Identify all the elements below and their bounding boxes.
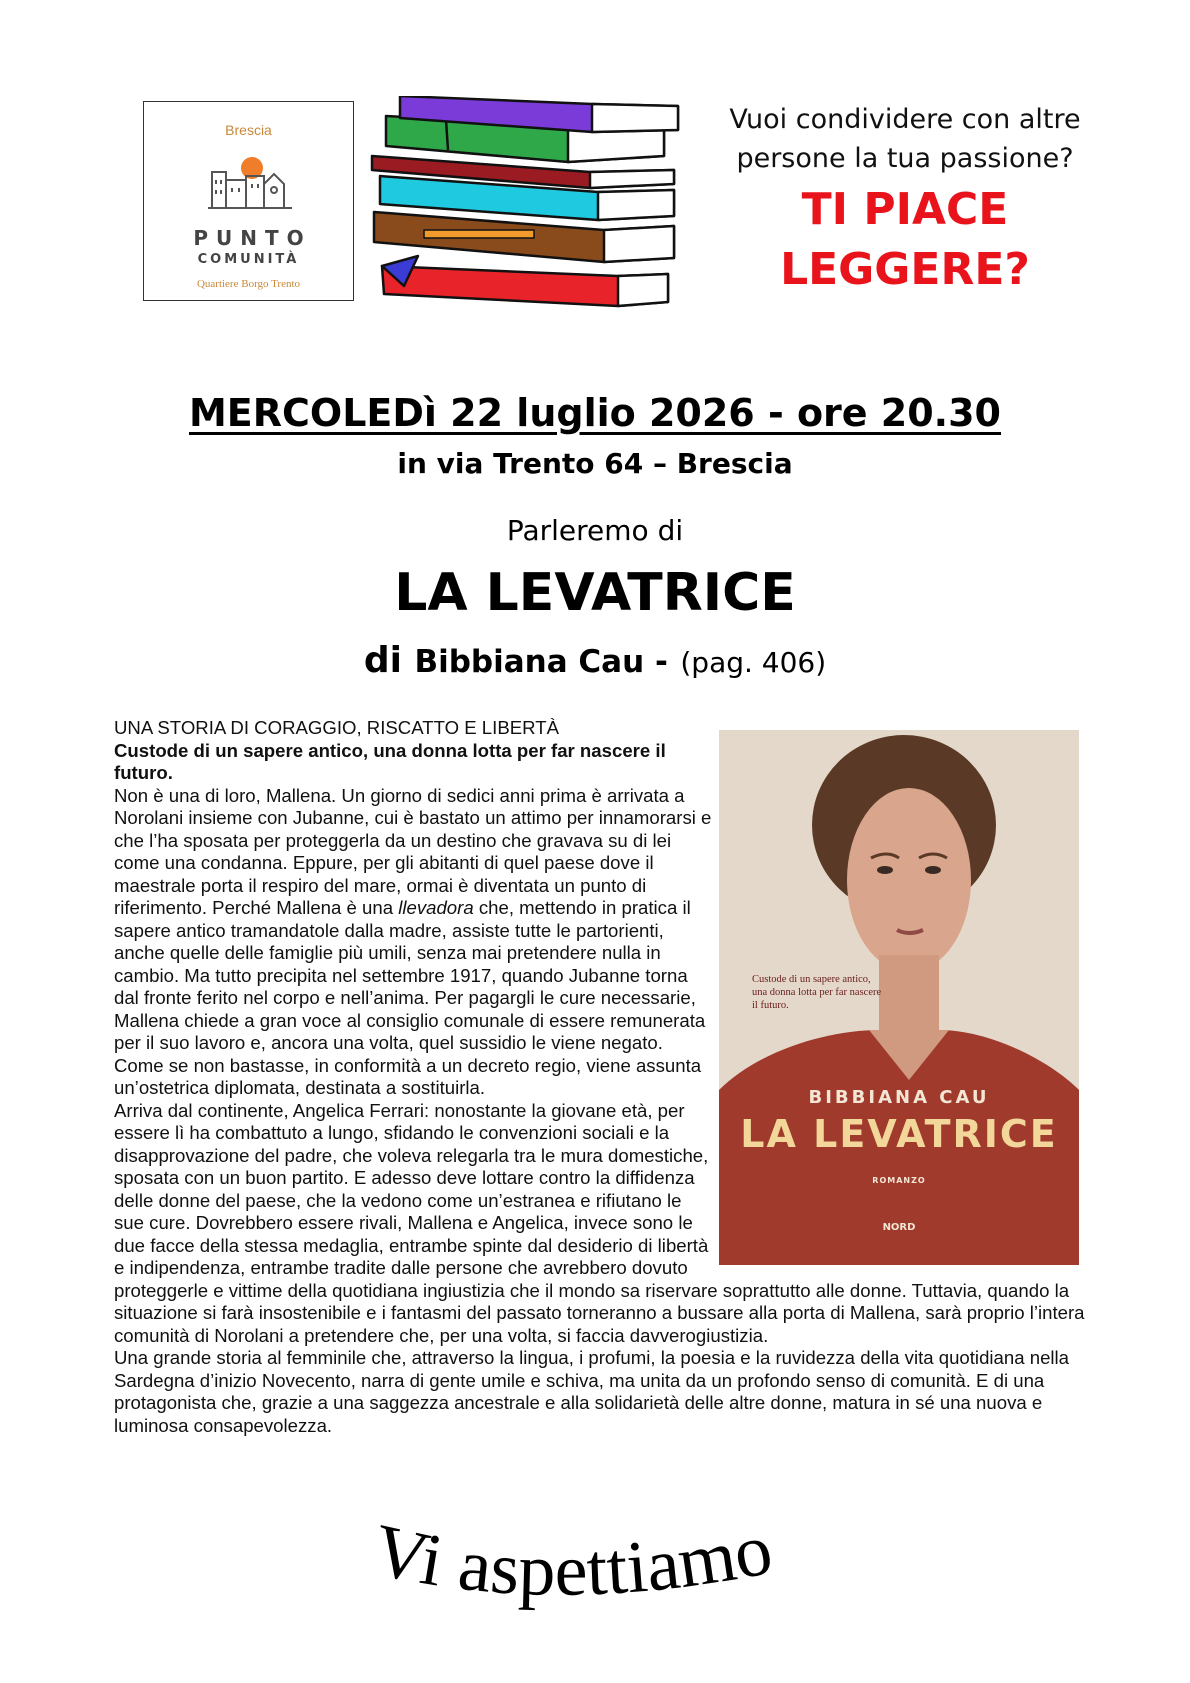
event-address: in via Trento 64 – Brescia [397,447,793,480]
stacked-books-illustration [368,96,708,311]
headline [720,180,1090,300]
author-line [0,640,1190,681]
event-date: MERCOLEDì 22 luglio 2026 - ore 20.30 [188,391,1001,435]
description-subtitle: Custode di un sapere antico, una donna lotta per far nascere il futuro. [114,739,666,783]
description-paragraph-1: Non è una di loro, Mallena. Un giorno di sedici anni prima è arrivata a Norolani insieme con Jubanne, cui è bastato un attimo per innamorarsi e che l’ha sposata per proteggerla da un destino che gravava su di lei come una condanna. Eppure, per gli abitanti di quel paese dove il maestrale porta il respiro del mare, ormai è diventata un punto di riferimento. Perché Mallena è una llevadora che, mettendo in pratica il sapere antico tramandatole dalla madre, assiste tutte le partorienti, anche quelle delle famiglie più umili, senza mai pretendere nulla in cambio. Ma tutto precipita nel settembre 1917, quando Jubanne torna dal fronte ferito nel corpo e nell’anima. Per pagargli le cure necessarie, Mallena chiede a gran voce al consiglio comunale di essere remunerata per il suo lavoro e, ancora una volta, quel sussidio le viene negato. Come se non bastasse, in conformità a un decreto regio, viene assunta un’ostetrica diplomata, destinata a sostituirla. [114,784,712,1098]
event-intro: Parleremo di [506,514,684,547]
logo-quartiere: Quartiere Borgo Trento [196,278,301,290]
logo-punto: PUNTO [193,226,312,250]
closing-text: Vi aspettiamo [366,1507,779,1612]
cover-tagline: Custode di un sapere antico, una donna lotta per far nascere il futuro. [752,974,882,1011]
cover-publisher: NORD [882,1222,916,1233]
description-kicker: UNA STORIA DI CORAGGIO, RISCATTO E LIBERTÀ [114,717,559,738]
headline-line-2: LEGGERE? [780,244,1030,295]
intro-question: Vuoi condividere con altre persone la tua passione? [729,104,1081,174]
author-name: Bibbiana Cau - [414,644,668,680]
cover-author: BIBBIANA CAU [808,1087,990,1108]
punto-comunita-logo [143,101,354,301]
cover-genre: ROMANZO [872,1176,926,1185]
page-count: (pag. 406) [680,646,827,679]
book-title: LA LEVATRICE [394,563,796,623]
logo-comunita: COMUNITÀ [197,252,300,267]
city-buildings-icon [208,150,292,212]
description-paragraph-2: Arriva dal continente, Angelica Ferrari: nonostante la giovane età, per essere lì ha combattuto a lungo, sfidando le convenzioni sociali e la disapprovazione del padre, che voleva relegarla tra le mura domestiche, sposata con un buon partito. E adesso deve lottare contro la diffidenza delle donne del paese, che la vedono come un’estranea e rifiutano le sue cure. Dovrebbero essere rivali, Mallena e Angelica, invece sono le due facce della stessa medaglia, entrambe spinte dal desiderio di libertà e indipendenza, entrambe tradite dalle persone che avrebbero dovuto proteggerle e vittime della quotidiana ingiustizia che il mondo sa riservare soprattutto alle donne. Tuttavia, quando la situazione si farà insostenibile e i fantasmi del passato torneranno a bussare alla porta di Mallena, sarà proprio l’intera comunità di Norolani a pretendere che, per una volta, si faccia davverogiustizia. [114,1099,1085,1346]
author-prefix: di [363,640,402,681]
logo-city: Brescia [225,122,272,138]
headline-line-1: TI PIACE [801,184,1009,235]
cover-title: LA LEVATRICE [740,1112,1058,1156]
description-paragraph-3: Una grande storia al femminile che, attraverso la lingua, i profumi, la poesia e la ruvidezza della vita quotidiana nella Sardegna d’inizio Novecento, narra di gente umile e schiva, ma unita da un profondo senso di comunità. E di una protagonista che, grazie a una saggezza ancestrale e alla solidarietà delle altre donne, matura in sé una nuova e luminosa consapevolezza. [114,1347,1070,1436]
book-cover [719,730,1079,1265]
closing-message [0,1500,1190,1640]
